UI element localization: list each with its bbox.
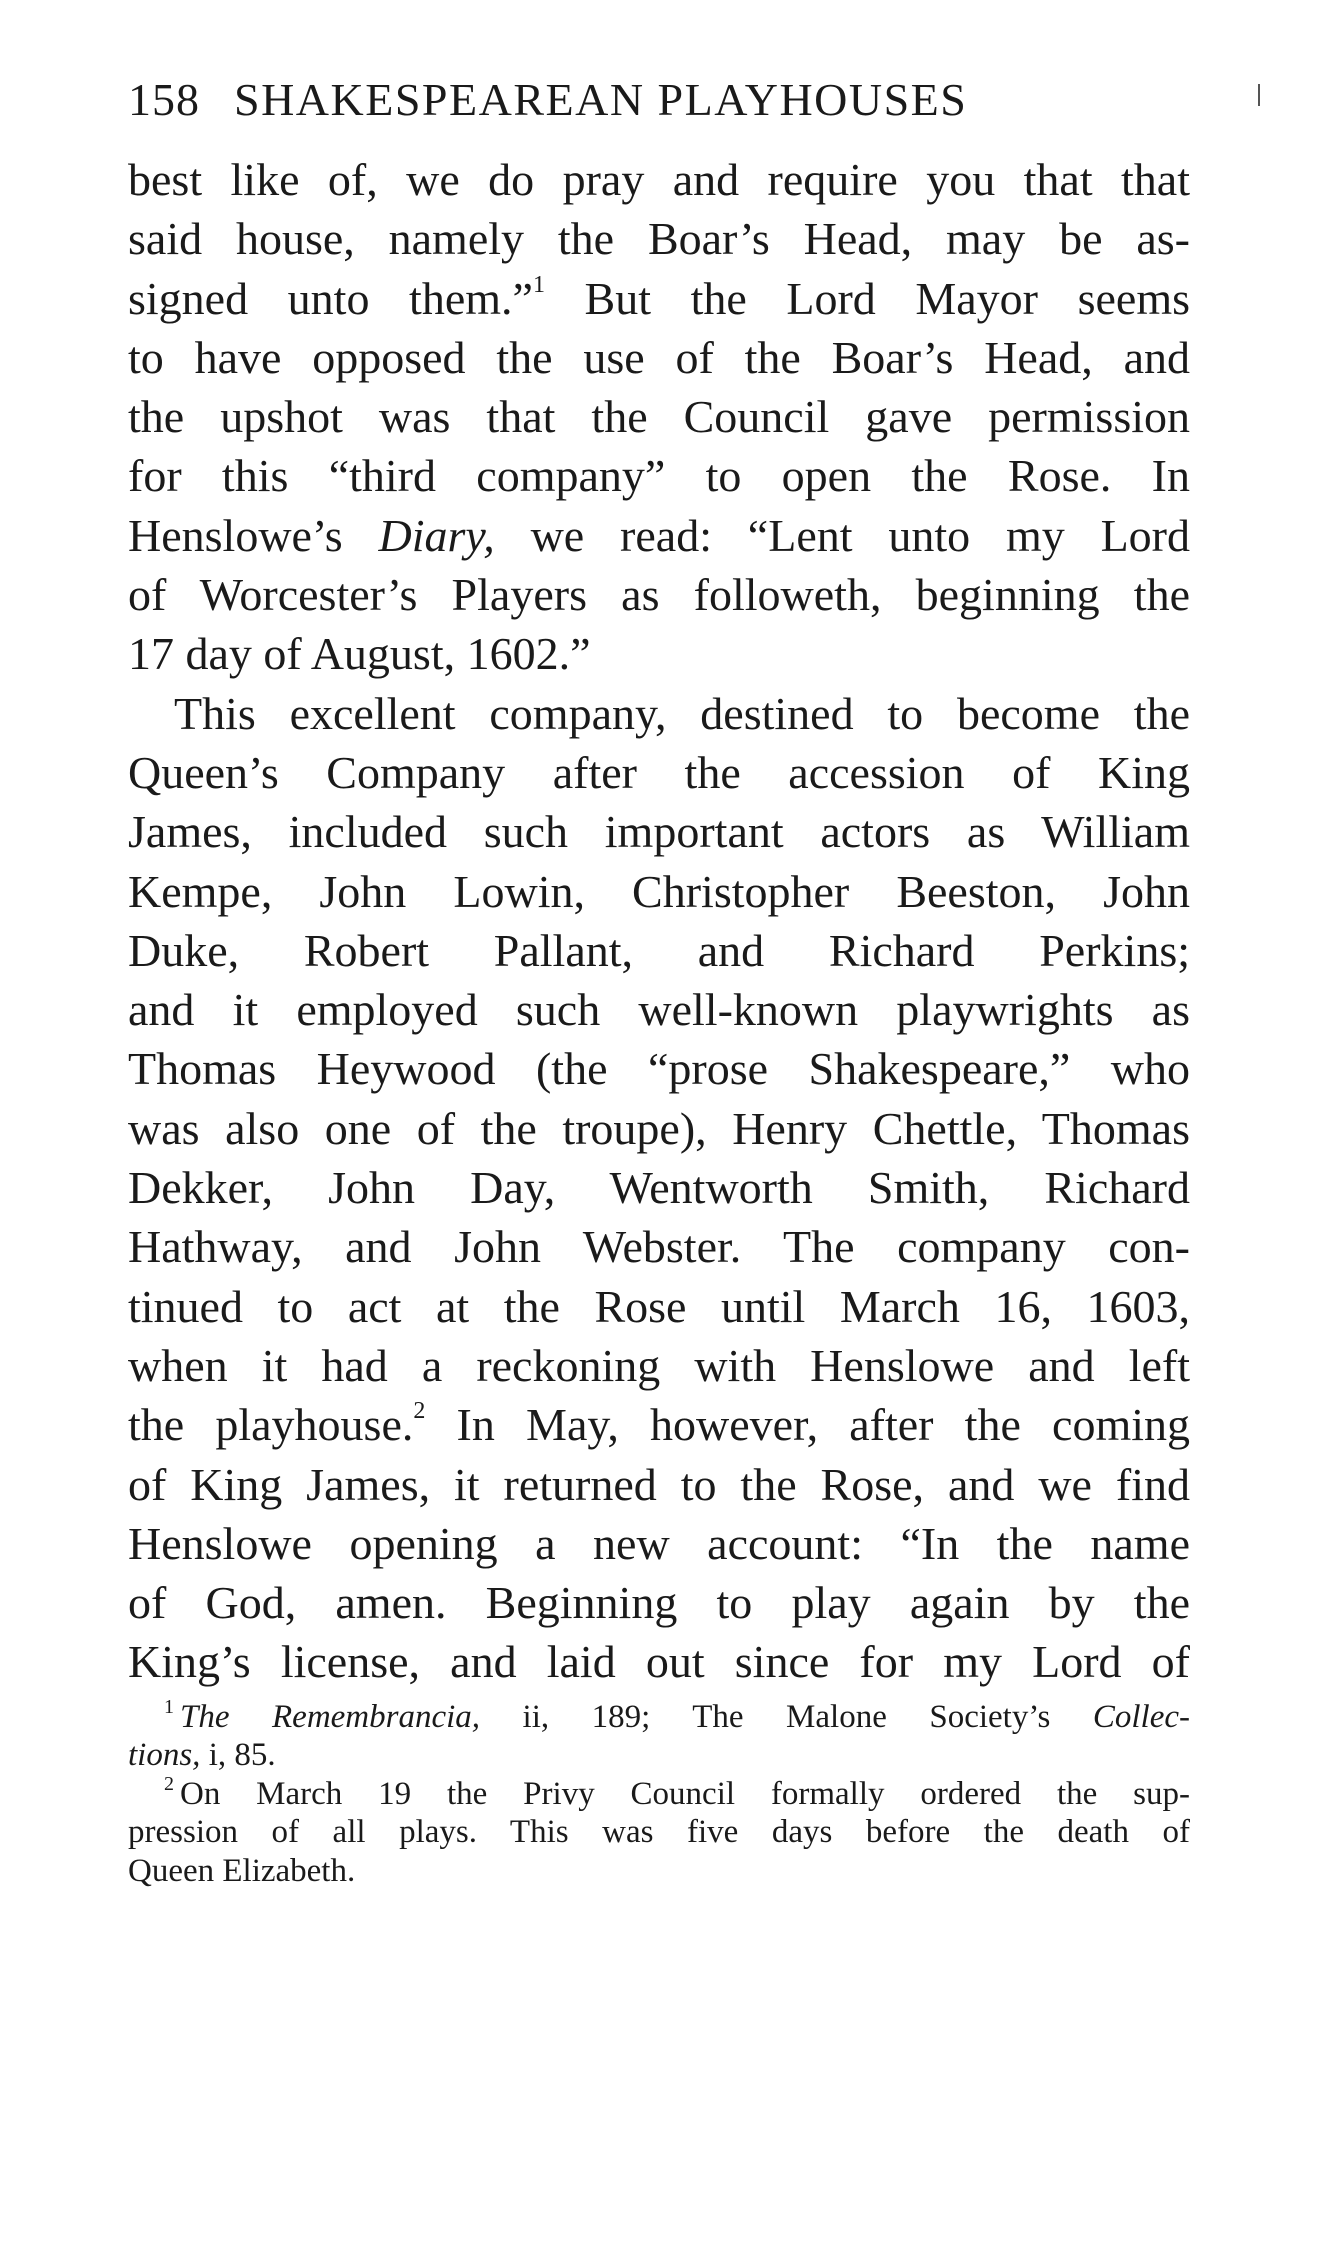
text-segment: Henslowe’s: [128, 509, 379, 561]
text-line: and it employed such well-known playwrights as: [128, 984, 1190, 1036]
footnote-italic: Collec-: [1092, 1698, 1191, 1735]
text-line: James, included such important actors as William: [128, 806, 1190, 858]
text-line: the upshot was that the Council gave permission: [128, 391, 1190, 443]
text-segment: In May, however, after the coming: [425, 1399, 1191, 1451]
footnote-ref-1: 1: [532, 271, 545, 298]
book-page: [128, 60, 1190, 1890]
text-line: for this “third company” to open the Rose. In: [128, 450, 1190, 502]
text-line: [128, 1395, 1190, 1454]
text-line: King’s license, and laid out since for my Lord of: [128, 1636, 1190, 1688]
footnote-italic: tions,: [128, 1737, 201, 1774]
text-line: Queen’s Company after the accession of King: [128, 746, 1190, 798]
text-line: [128, 506, 1190, 565]
text-segment: signed unto them.”: [128, 272, 533, 324]
text-line: of King James, it returned to the Rose, and we find: [128, 1458, 1190, 1510]
text-line: Henslowe opening a new account: “In the name: [128, 1517, 1190, 1569]
footnotes: [128, 1695, 1191, 1891]
running-title: SHAKESPEAREAN PLAYHOUSES: [234, 74, 968, 125]
text-line: Thomas Heywood (the “prose Shakespeare,” who: [128, 1043, 1190, 1095]
text-line: This excellent company, destined to become the: [174, 687, 1190, 739]
text-line: Kempe, John Lowin, Christopher Beeston, John: [128, 865, 1190, 917]
paragraph-1: [128, 150, 1190, 684]
footnote-segment: On March 19 the Privy Council formally ordered the sup-: [180, 1775, 1190, 1812]
text-line: Dekker, John Day, Wentworth Smith, Richard: [128, 1162, 1190, 1214]
footnote-line: Queen Elizabeth.: [128, 1852, 356, 1889]
text-segment: we read: “Lent unto my Lord: [494, 509, 1190, 561]
footnote-line: [128, 1695, 1191, 1737]
text-segment: the playhouse.: [128, 1399, 414, 1451]
footnote-segment: i, 85.: [200, 1737, 276, 1774]
body-text: [128, 150, 1190, 1692]
text-line: was also one of the troupe), Henry Chettle, Thomas: [128, 1102, 1190, 1154]
footnote-italic: The Remembrancia,: [180, 1698, 481, 1735]
text-line: 17 day of August, 1602.”: [128, 628, 591, 680]
page-number: 158: [128, 74, 200, 125]
text-line: when it had a reckoning with Henslowe and left: [128, 1339, 1190, 1391]
text-line: said house, namely the Boar’s Head, may be as-: [128, 213, 1190, 265]
footnote-line: [128, 1736, 1190, 1775]
footnote-2: [128, 1772, 1190, 1891]
text-line: Duke, Robert Pallant, and Richard Perkins;: [128, 924, 1190, 976]
text-line: to have opposed the use of the Boar’s Head, and: [128, 331, 1190, 383]
footnote-line: pression of all plays. This was five days before the death of: [128, 1814, 1190, 1851]
footnote-segment: ii, 189; The Malone Society’s: [480, 1698, 1093, 1735]
text-line: tinued to act at the Rose until March 16, 1603,: [128, 1280, 1190, 1332]
text-line: of Worcester’s Players as followeth, beginning the: [128, 569, 1190, 621]
italic-title: Diary,: [378, 509, 495, 561]
footnote-line: [128, 1772, 1190, 1814]
footnote-mark: 2: [164, 1772, 174, 1795]
footnote-ref-2: 2: [413, 1398, 426, 1425]
text-segment: But the Lord Mayor seems: [544, 272, 1190, 324]
footnote-1: [128, 1695, 1191, 1775]
running-head: [128, 60, 1190, 150]
text-line: [128, 269, 1190, 328]
text-line: Hathway, and John Webster. The company con-: [128, 1221, 1190, 1273]
footnote-mark: 1: [164, 1695, 174, 1718]
margin-mark: [1258, 84, 1260, 106]
text-line: of God, amen. Beginning to play again by the: [128, 1577, 1190, 1629]
paragraph-2: [128, 684, 1190, 1692]
text-line: best like of, we do pray and require you that that: [128, 154, 1190, 205]
